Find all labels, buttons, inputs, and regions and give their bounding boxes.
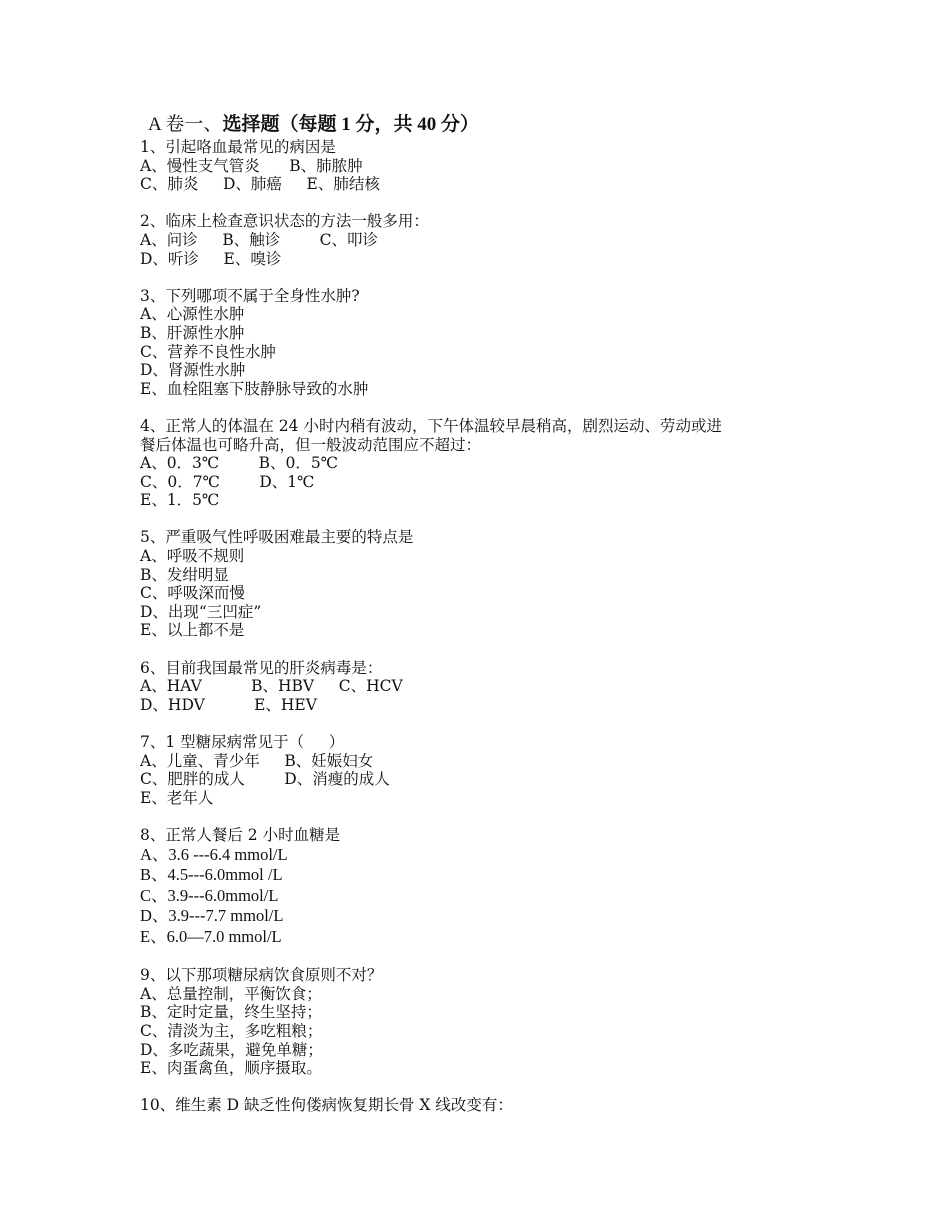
question-block [140,287,840,399]
answer-options-line: E、1．5℃ [140,491,220,510]
answer-options-line: A、总量控制，平衡饮食； [140,984,322,1003]
question-list [140,138,840,1115]
answer-options-line: A、0．3℃ B、0．5℃ [140,454,339,473]
question-stem: 8、正常人餐后 2 小时血糖是 [140,825,341,844]
question-stem: 3、下列哪项不属于全身性水肿? [140,286,360,305]
answer-options-line: A、问诊 B、触诊 C、叩诊 [140,230,378,249]
answer-options-line: E、6.0—7.0 mmol/L [140,926,282,946]
exam-content [140,112,840,1115]
section-title [148,112,840,138]
section-title-prefix: A 卷一、 [148,114,223,135]
question-block [140,528,840,640]
question-spacer [140,398,840,417]
question-block [140,966,840,1078]
question-spacer [140,714,840,733]
question-block [140,659,840,715]
answer-options-line: C、呼吸深而慢 [140,584,245,603]
question-stem: 5、严重吸气性呼吸困难最主要的特点是 [140,528,414,547]
answer-options-line: C、肥胖的成人 D、消瘦的成人 [140,770,390,789]
answer-options-line: D、HDV E、HEV [140,695,317,714]
section-title-main: 选择题（每题 1 分，共 40 分） [222,114,479,135]
question-stem: 6、目前我国最常见的肝炎病毒是： [140,658,383,677]
question-block [140,212,840,268]
answer-options-line: C、3.9---6.0mmol/L [140,885,279,905]
question-stem: 4、正常人的体温在 24 小时内稍有波动，下午体温较早晨稍高，剧烈运动、劳动或进 [140,416,722,435]
answer-options-line: E、老年人 [140,788,214,807]
question-spacer [140,194,840,213]
answer-options-line: C、营养不良性水肿 [140,342,276,361]
question-stem: 1、引起咯血最常见的病因是 [140,138,336,156]
answer-options-line: A、3.6 ---6.4 mmol/L [140,844,288,864]
answer-options-line: E、肉蛋禽鱼，顺序摄取。 [140,1059,322,1078]
answer-options-line: C、肺炎 D、肺癌 E、肺结核 [140,175,380,194]
question-spacer [140,1078,840,1097]
question-block [140,733,840,807]
answer-options-line: A、慢性支气管炎 B、肺脓肿 [140,156,363,175]
question-stem: 餐后体温也可略升高，但一般波动范围应不超过： [140,435,482,454]
answer-options-line: E、以上都不是 [140,621,245,640]
question-spacer [140,510,840,529]
answer-options-line: A、呼吸不规则 [140,547,245,566]
answer-options-line: A、心源性水肿 [140,305,245,324]
question-block [140,1096,840,1115]
answer-options-line: B、定时定量，终生坚持； [140,1003,322,1022]
question-spacer [140,640,840,659]
answer-options-line: D、出现“三凹症” [140,602,262,621]
question-spacer [140,807,840,826]
question-stem: 2、临床上检查意识状态的方法一般多用： [140,212,429,231]
answer-options-line: A、儿童、青少年 B、妊娠妇女 [140,751,374,770]
answer-options-line: D、听诊 E、嗅诊 [140,249,282,268]
answer-options-line: B、肝源性水肿 [140,323,245,342]
question-stem: 7、1 型糖尿病常见于（ ） [140,733,345,751]
answer-options-line: A、HAV B、HBV C、HCV [140,677,403,696]
question-block [140,826,840,948]
answer-options-line: B、4.5---6.0mmol /L [140,865,283,885]
answer-options-line: D、3.9---7.7 mmol/L [140,906,284,926]
answer-options-line: C、清淡为主，多吃粗粮； [140,1021,323,1040]
answer-options-line: D、多吃蔬果，避免单糖； [140,1040,323,1059]
answer-options-line: E、血栓阻塞下肢静脉导致的水肿 [140,379,369,398]
answer-options-line: C、0．7℃ D、1℃ [140,472,315,491]
question-spacer [140,948,840,967]
question-stem: 10、维生素 D 缺乏性佝偻病恢复期长骨 X 线改变有： [140,1096,513,1115]
question-block [140,417,840,510]
question-stem: 9、以下那项糖尿病饮食原则不对？ [140,966,383,985]
question-spacer [140,268,840,287]
answer-options-line: D、肾源性水肿 [140,361,246,380]
question-block [140,138,840,194]
answer-options-line: B、发绀明显 [140,565,229,584]
